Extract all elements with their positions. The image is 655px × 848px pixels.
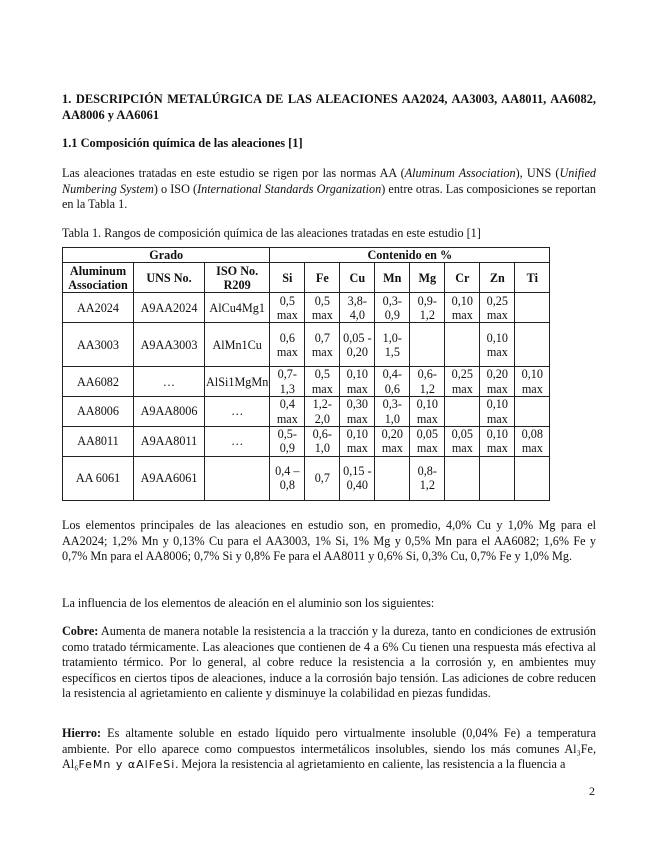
table-cell <box>410 323 445 367</box>
subsection-heading: 1.1 Composición química de las aleaciones [1] <box>62 136 303 150</box>
table-cell <box>375 456 410 500</box>
col-header: Cu <box>340 263 375 293</box>
table-cell: 0,10 max <box>410 397 445 427</box>
table-cell: 0,25 max <box>480 293 515 323</box>
table-cell <box>445 397 480 427</box>
hierro-lead: Hierro: <box>62 726 102 740</box>
table-cell: AA8011 <box>63 427 134 457</box>
composition-table <box>62 247 550 501</box>
table-cell: 0,7-1,3 <box>270 367 305 397</box>
table-cell: 0,05 - 0,20 <box>340 323 375 367</box>
table-cell: 0,30 max <box>340 397 375 427</box>
table-cell: 0,05 max <box>445 427 480 457</box>
col-header: Aluminum Association <box>63 263 134 293</box>
table-cell: 0,10 max <box>515 367 550 397</box>
table-column-header <box>63 263 550 293</box>
table-cell: A9AA6061 <box>134 456 205 500</box>
influence-paragraph: La influencia de los elementos de aleación en el aluminio son los siguientes: <box>62 596 435 610</box>
table-cell: 1,0-1,5 <box>375 323 410 367</box>
table-cell: 0,10 max <box>480 397 515 427</box>
table-row <box>63 323 550 367</box>
table-cell: 0,9-1,2 <box>410 293 445 323</box>
cobre-paragraph: Cobre: Aumenta de manera notable la resistencia a la tracción y la dureza, tanto en condiciones de extrusión como tratado térmicamente. Las aleaciones que contienen de 4 a 6% Cu tienen una respuesta más efectiva al tratamiento térmico. Por lo general, al cobre reduce la resistencia a la corrosión y, en ambientes muy específicos en ciertos tipos de aleaciones, induce a la corrosión bajo tensión. Las adiciones de cobre reducen la resistencia al agrietamiento en caliente y disminuye la colabilidad en piezas fundidas. <box>62 624 596 701</box>
table-cell: 0,5-0,9 <box>270 427 305 457</box>
col-header: Ti <box>515 263 550 293</box>
cobre-lead: Cobre: <box>62 624 99 638</box>
table-cell <box>515 397 550 427</box>
table-cell: 0,10 max <box>480 323 515 367</box>
table-cell: 0,20 max <box>480 367 515 397</box>
table-group-header <box>63 248 550 263</box>
table-cell: … <box>134 367 205 397</box>
table-cell <box>515 323 550 367</box>
table-cell: AA 6061 <box>63 456 134 500</box>
intro-paragraph: Las aleaciones tratadas en este estudio se rigen por las normas AA (Aluminum Association), UNS (Unified Numbering System) o ISO (International Standards Organization) entre otras. Las composiciones se reportan en la Tabla 1. <box>62 166 596 212</box>
table-cell: … <box>205 397 270 427</box>
table-cell <box>205 456 270 500</box>
col-header: Zn <box>480 263 515 293</box>
table-cell: A9AA8006 <box>134 397 205 427</box>
table-cell: 1,2-2,0 <box>305 397 340 427</box>
section-heading: 1. DESCRIPCIÓN METALÚRGICA DE LAS ALEACIONES AA2024, AA3003, AA8011, AA6082, AA8006 y AA6061 <box>62 92 596 122</box>
table-cell: AlMn1Cu <box>205 323 270 367</box>
table-cell: 0,5 max <box>305 293 340 323</box>
col-header: Mn <box>375 263 410 293</box>
table-row <box>63 427 550 457</box>
table-cell <box>515 456 550 500</box>
table-cell: 0,10 max <box>340 427 375 457</box>
group-contenido: Contenido en % <box>270 248 550 263</box>
table-cell: 0,5 max <box>305 367 340 397</box>
table-cell: A9AA2024 <box>134 293 205 323</box>
table-cell: AlSi1MgMn <box>205 367 270 397</box>
table-row <box>63 367 550 397</box>
table-cell: 0,10 max <box>340 367 375 397</box>
table-cell: A9AA8011 <box>134 427 205 457</box>
col-header: ISO No. R209 <box>205 263 270 293</box>
table-cell: AA3003 <box>63 323 134 367</box>
table-cell: AA6082 <box>63 367 134 397</box>
table-cell <box>445 456 480 500</box>
table-row <box>63 293 550 323</box>
group-grado: Grado <box>63 248 270 263</box>
table-caption: Tabla 1. Rangos de composición química de las aleaciones tratadas en este estudio [1] <box>62 226 481 240</box>
table-cell: 0,20 max <box>375 427 410 457</box>
table-cell: 0,05 max <box>410 427 445 457</box>
table-cell: 0,08 max <box>515 427 550 457</box>
table-cell: 0,6 max <box>270 323 305 367</box>
table-cell: 0,15 - 0,40 <box>340 456 375 500</box>
table-cell <box>445 323 480 367</box>
table-cell: 0,4-0,6 <box>375 367 410 397</box>
table-cell: 0,8-1,2 <box>410 456 445 500</box>
hierro-paragraph: Hierro: Es altamente soluble en estado líquido pero virtualmente insoluble (0,04% Fe) a temperatura ambiente. Por ello aparece como compuestos intermetálicos insolubles, siendo los más comunes Al₃Fe, Al₆FeMn y αAlFeSi. Mejora la resistencia al agrietamiento en caliente, las resistencia a la fluencia a <box>62 726 596 772</box>
table-cell: 0,4 – 0,8 <box>270 456 305 500</box>
table-cell: 0,3-0,9 <box>375 293 410 323</box>
table-cell: 0,6-1,2 <box>410 367 445 397</box>
col-header: Fe <box>305 263 340 293</box>
table-cell: 3,8-4,0 <box>340 293 375 323</box>
table-cell: 0,4 max <box>270 397 305 427</box>
table-cell: 0,5 max <box>270 293 305 323</box>
col-header: Si <box>270 263 305 293</box>
col-header: Mg <box>410 263 445 293</box>
table-cell: AlCu4Mg1 <box>205 293 270 323</box>
table-cell: 0,25 max <box>445 367 480 397</box>
table-cell <box>480 456 515 500</box>
table-row <box>63 456 550 500</box>
elements-paragraph: Los elementos principales de las aleaciones en estudio son, en promedio, 4,0% Cu y 1,0% Mg para el AA2024; 1,2% Mn y 0,13% Cu para el AA3003, 1% Si, 1% Mg y 0,5% Mn para el AA6082; 1,6% Fe y 0,7% Mn para el AA8006; 0,7% Si y 0,8% Fe para el AA8011 y 0,6% Si, 0,3% Cu, 0,7% Fe y 1,0% Mg. <box>62 518 596 564</box>
table-cell: 0,10 max <box>445 293 480 323</box>
table-cell: 0,10 max <box>480 427 515 457</box>
table-cell <box>515 293 550 323</box>
table-cell: 0,6-1,0 <box>305 427 340 457</box>
table-cell: 0,7 <box>305 456 340 500</box>
table-cell: 0,7 max <box>305 323 340 367</box>
table-cell: AA8006 <box>63 397 134 427</box>
table-row <box>63 397 550 427</box>
col-header: UNS No. <box>134 263 205 293</box>
col-header: Cr <box>445 263 480 293</box>
table-cell: A9AA3003 <box>134 323 205 367</box>
page-number: 2 <box>589 784 595 798</box>
table-cell: AA2024 <box>63 293 134 323</box>
table-cell: … <box>205 427 270 457</box>
table-cell: 0,3-1,0 <box>375 397 410 427</box>
